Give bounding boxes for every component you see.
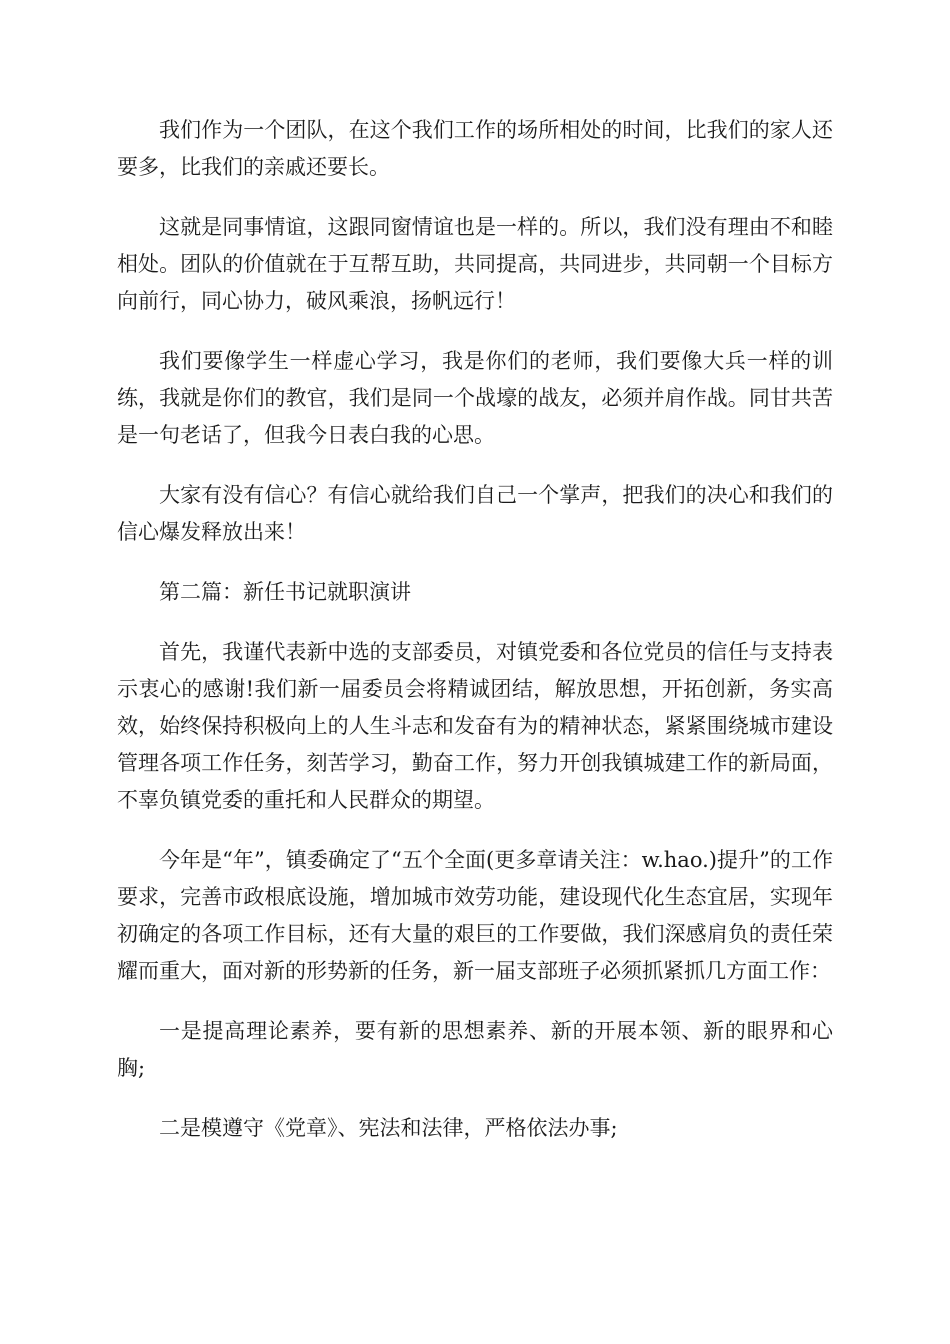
paragraph-this-year: 今年是“年”，镇委确定了“五个全面(更多章请关注：w.hao.)提升”的工作要求，完善市政根底设施，增加城市效劳功能，建设现代化生态宜居，实现年初确定的各项工作目标，还有大量的艰巨的工作要做，我们深感肩负的责任荣耀而重大，面对新的形势新的任务，新一届支部班子必须抓紧抓几方面工作： — [117, 848, 833, 983]
paragraph-confidence: 大家有没有信心？有信心就给我们自己一个掌声，把我们的决心和我们的信心爆发释放出来！ — [117, 483, 833, 544]
paragraph-colleague-friendship: 这就是同事情谊，这跟同窗情谊也是一样的。所以，我们没有理由不和睦相处。团队的价值就在于互帮互助，共同提高，共同进步，共同朝一个目标方向前行，同心协力，破风乘浪，扬帆远行！ — [117, 215, 833, 313]
list-item-first: 一是提高理论素养，要有新的思想素养、新的开展本领、新的眼界和心胸; — [117, 1019, 833, 1080]
document-body — [117, 112, 833, 1170]
paragraph-learn-and-train: 我们要像学生一样虚心学习，我是你们的老师，我们要像大兵一样的训练，我就是你们的教官，我们是同一个战壕的战友，必须并肩作战。同甘共苦是一句老话了，但我今日表白我的心思。 — [117, 349, 833, 447]
list-item-second: 二是模遵守《党章》、宪法和法律，严格依法办事; — [159, 1116, 618, 1140]
section-heading: 第二篇：新任书记就职演讲 — [159, 580, 411, 604]
paragraph-thanks: 首先，我谨代表新中选的支部委员，对镇党委和各位党员的信任与支持表示衷心的感谢!我们新一届委员会将精诚团结，解放思想，开拓创新，务实高效，始终保持积极向上的人生斗志和发奋有为的精神状态，紧紧围绕城市建设管理各项工作任务，刻苦学习，勤奋工作，努力开创我镇城建工作的新局面，不辜负镇党委的重托和人民群众的期望。 — [117, 640, 833, 812]
paragraph-team-time: 我们作为一个团队，在这个我们工作的场所相处的时间，比我们的家人还要多，比我们的亲戚还要长。 — [117, 118, 833, 179]
